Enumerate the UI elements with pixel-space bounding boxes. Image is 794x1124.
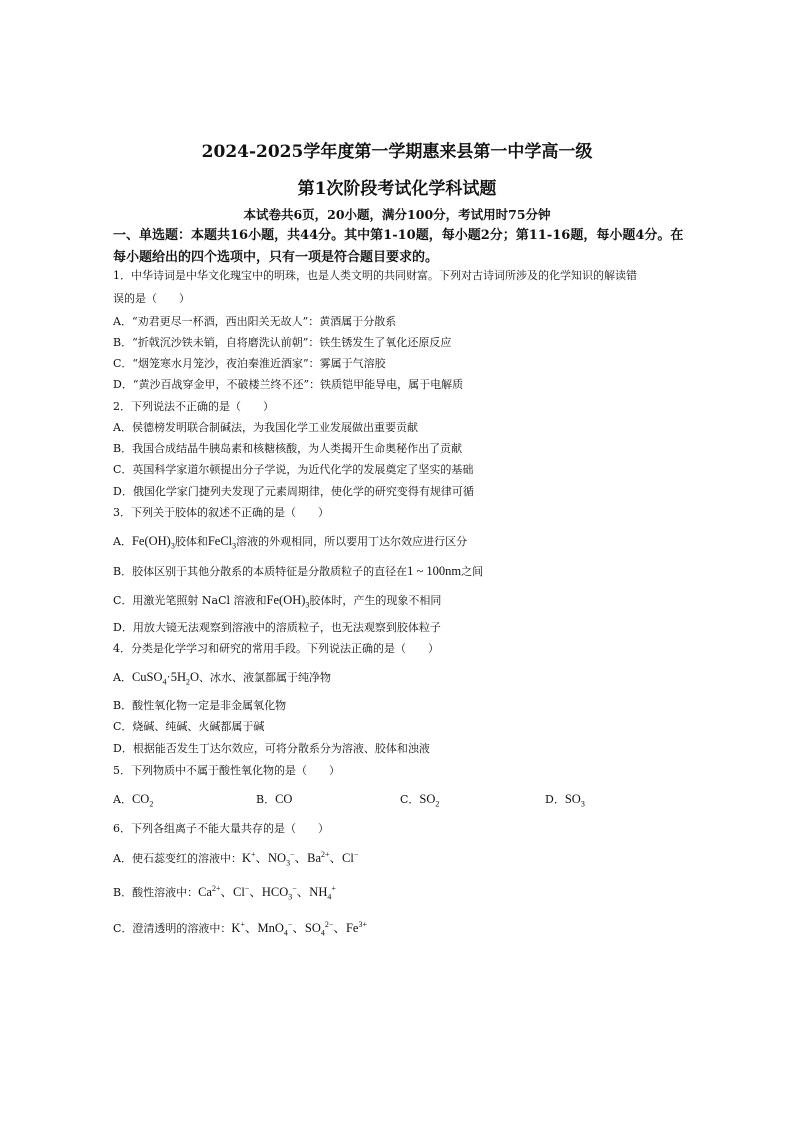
q4-a-text: 、冰水、液氯都属于纯净物 [199, 671, 332, 684]
q2-stem: 2．下列说法不正确的是（ ） [113, 400, 274, 413]
ion-charge: 2+ [321, 849, 330, 859]
ion-charge: − [290, 849, 295, 859]
ion-text: NH [309, 885, 328, 899]
ion-subscript: 4 [327, 892, 332, 902]
ion-text: HCO [261, 885, 289, 899]
ion-separator: 、 [333, 921, 346, 935]
ion-charge: 2+ [211, 883, 221, 893]
ion-text: Fe [345, 921, 359, 935]
q5-a-label: A． [113, 793, 132, 806]
q3-a-formula2-sub: 3 [232, 541, 237, 551]
q4-a-label: A． [113, 671, 132, 684]
ion-separator: 、 [294, 851, 308, 865]
q6-b-label: B．酸性溶液中： [113, 886, 199, 899]
q4-a-formula-part2: ·5H [166, 670, 186, 684]
ion-text: Cl [233, 885, 245, 899]
q3-a-formula1-sub: 3 [170, 541, 175, 551]
ion-charge: + [250, 849, 256, 859]
exam-title-line1: 2024-2025学年度第一学期惠来县第一中学高一级 [201, 142, 593, 162]
q1-option-d: D．“黄沙百战穿金甲，不破楼兰终不还”：铁质铠甲能导电，属于电解质 [113, 378, 464, 391]
section-heading: 一、单选题：本题共16小题，共44分。其中第1-10题，每小题2分；第11-16题，每小题4分。在每小题给出的四个选项中，只有一项是符合题目要求的。 [113, 228, 684, 265]
q3-stem: 3．下列关于胶体的叙述不正确的是（ ） [113, 506, 329, 519]
ion-text: NO [268, 851, 287, 865]
q5-stem: 5．下列物质中不属于酸性氧化物的是（ ） [113, 764, 340, 777]
q4-option-c: C．烧碱、纯碱、火碱都属于碱 [113, 720, 265, 733]
q1-stem-line1: 1．中华诗词是中华文化瑰宝中的明珠，也是人类文明的共同财富。下列对古诗词所涉及的化学知识的解读错 [113, 269, 637, 282]
q3-c-formula-text: Fe(OH) [266, 593, 306, 607]
q3-option-d: D．用放大镜无法观察到溶液中的溶质粒子，也无法观察到胶体粒子 [113, 621, 441, 634]
q3-c-formula [266, 593, 310, 610]
q6-option-c [113, 920, 367, 937]
ion-separator: 、 [220, 885, 234, 899]
q1-stem-line2: 误的是（ ） [113, 292, 190, 305]
q3-a-text1: 胶体和 [174, 535, 208, 548]
q3-option-b [113, 563, 483, 580]
ion-subscript: 4 [320, 928, 325, 938]
ion-charge: + [240, 919, 245, 929]
q4-a-formula [131, 670, 200, 687]
q6-c-label: C．澄清透明的溶液中： [113, 922, 232, 935]
q3-c-text1: C．用激光笔照射 NaCl 溶液和 [113, 594, 267, 607]
q4-a-formula-sub1: 4 [162, 677, 167, 687]
q4-option-d: D．根据能否发生丁达尔效应，可将分散系分为溶液、胶体和浊液 [113, 742, 430, 755]
ion-subscript: 4 [283, 928, 288, 938]
ion-text: MnO [257, 921, 284, 935]
ion-separator: 、 [329, 851, 343, 865]
q2-option-c: C．英国科学家道尔顿提出分子学说，为近代化学的发展奠定了坚实的基础 [113, 463, 474, 476]
q3-a-formula1-text: Fe(OH) [131, 534, 171, 548]
ion-charge: − [353, 849, 359, 859]
q3-c-text2: 胶体时，产生的现象不相同 [309, 594, 442, 607]
q5-a-formula-sub: 2 [149, 799, 154, 809]
q6-stem: 6．下列各组离子不能大量共存的是（ ） [113, 822, 329, 835]
q5-option-b [256, 791, 292, 807]
q2-option-b: B．我国合成结晶牛胰岛素和核糖核酸，为人类揭开生命奥秘作出了贡献 [113, 442, 463, 455]
ion-separator: 、 [292, 921, 305, 935]
q3-c-formula-sub: 3 [305, 600, 310, 610]
q3-b-range: 1 ~ 100nm [407, 564, 462, 578]
ion-charge: 2− [324, 919, 334, 929]
exam-title-line2: 第1次阶段考试化学科试题 [297, 179, 497, 199]
q3-option-c [113, 592, 441, 609]
q5-b-formula: CO [275, 792, 293, 806]
q1-option-b: B．“折戟沉沙铁未销，自将磨洗认前朝”：铁生锈发生了氧化还原反应 [113, 336, 452, 349]
q2-option-a: A．侯德榜发明联合制碱法，为我国化学工业发展做出重要贡献 [113, 421, 418, 434]
q5-c-formula-text: SO [419, 792, 436, 806]
q4-stem: 4．分类是化学学习和研究的常用手段。下列说法正确的是（ ） [113, 642, 439, 655]
q6-b-ions [198, 883, 336, 902]
q1-option-a: A．“劝君更尽一杯酒，西出阳关无故人”：黄酒属于分散系 [113, 315, 397, 328]
ion-charge: − [287, 919, 293, 929]
q5-a-formula [131, 792, 154, 809]
q5-d-formula [564, 792, 585, 809]
q3-b-text2: 之间 [461, 565, 484, 578]
ion-text: SO [304, 921, 321, 935]
q6-option-a [113, 850, 358, 867]
ion-separator: 、 [255, 851, 269, 865]
q5-b-label: B． [256, 793, 276, 806]
q4-option-b: B．酸性氧化物一定是非金属氧化物 [113, 699, 287, 712]
q1-option-c: C．“烟笼寒水月笼沙，夜泊秦淮近酒家”：雾属于气溶胶 [113, 357, 386, 370]
q5-option-c [400, 791, 439, 807]
ion-separator: 、 [249, 885, 262, 899]
ion-subscript: 3 [288, 892, 293, 902]
ion-text: Cl [342, 851, 354, 865]
q5-c-formula-sub: 2 [435, 799, 440, 809]
q4-a-formula-part1: CuSO [131, 670, 163, 684]
q3-a-label: A． [113, 535, 132, 548]
q3-a-formula2 [207, 534, 237, 551]
ion-text: Ca [198, 885, 212, 899]
ion-subscript: 3 [286, 858, 291, 868]
q6-c-ions [231, 919, 367, 938]
q3-a-formula1 [131, 534, 175, 551]
ion-separator: 、 [296, 885, 310, 899]
q5-option-a [113, 791, 153, 807]
ion-charge: − [292, 883, 297, 893]
ion-text: K [231, 921, 241, 935]
ion-charge: − [244, 883, 250, 893]
q2-option-d: D．俄国化学家门捷列夫发现了元素周期律，使化学的研究变得有规律可循 [113, 485, 474, 498]
ion-charge: + [331, 883, 336, 893]
q6-a-label: A．使石蕊变红的溶液中： [113, 852, 242, 865]
q3-a-formula2-text: FeCl [207, 534, 233, 548]
q4-option-a [113, 669, 331, 686]
q3-option-a [113, 533, 467, 550]
q3-a-text2: 溶液的外观相同，所以要用丁达尔效应进行区分 [236, 535, 468, 548]
q5-d-formula-text: SO [564, 792, 581, 806]
q5-d-label: D． [545, 793, 565, 806]
q5-option-d [545, 791, 585, 807]
q5-c-formula [419, 792, 440, 809]
q6-option-b [113, 884, 336, 901]
ion-text: K [241, 851, 251, 865]
q5-a-formula-text: CO [131, 792, 150, 806]
ion-charge: 3+ [358, 919, 367, 929]
ion-text: Ba [307, 851, 321, 865]
exam-info: 本试卷共6页，20小题，满分100分，考试用时75分钟 [243, 207, 551, 222]
q5-d-formula-sub: 3 [580, 799, 585, 809]
ion-separator: 、 [244, 921, 258, 935]
q3-b-text1: B．胶体区别于其他分散系的本质特征是分散质粒子的直径在 [113, 565, 408, 578]
q5-c-label: C． [400, 793, 420, 806]
q4-a-formula-part3: O [189, 670, 200, 684]
q6-a-ions [241, 849, 359, 868]
q4-a-formula-sub2: 2 [185, 677, 190, 687]
